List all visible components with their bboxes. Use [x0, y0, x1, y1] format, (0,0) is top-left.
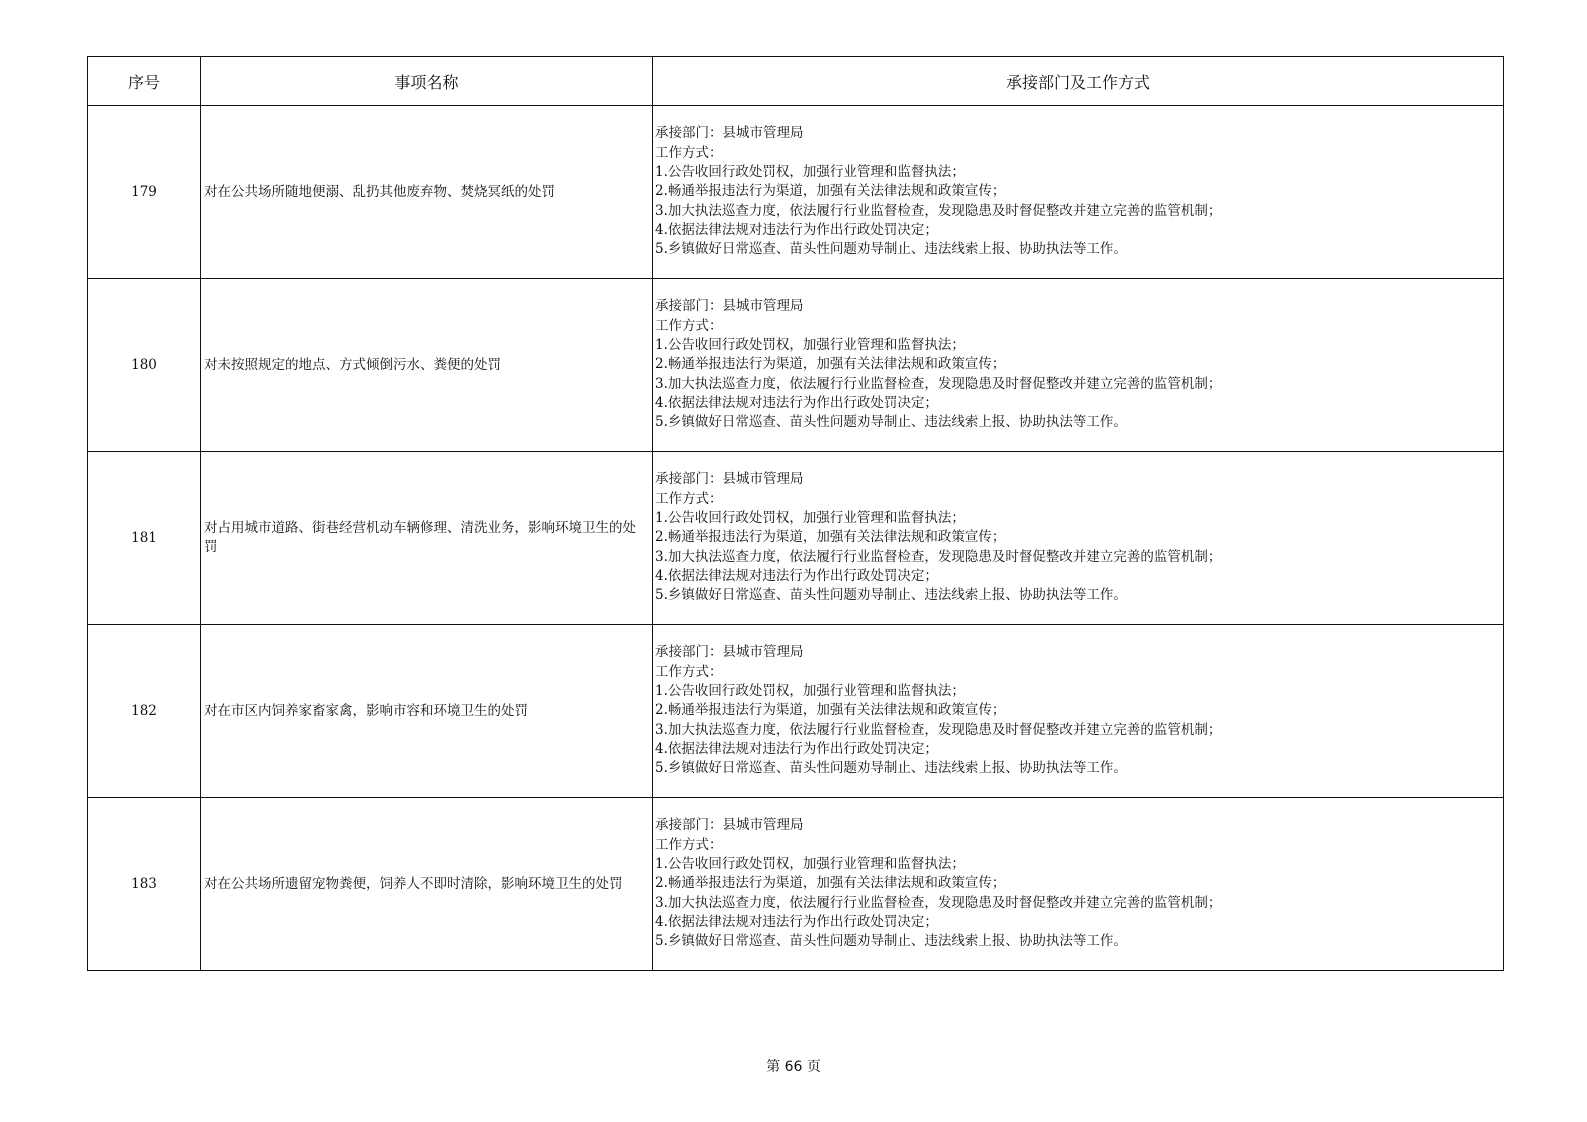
dept-line: 2.畅通举报违法行为渠道，加强有关法律法规和政策宣传；: [655, 529, 1006, 546]
dept-line: 承接部门：县城市管理局: [655, 471, 804, 488]
dept-line: 承接部门：县城市管理局: [655, 298, 804, 315]
header-name: 事项名称: [201, 57, 653, 106]
dept-line: 2.畅通举报违法行为渠道，加强有关法律法规和政策宣传；: [655, 875, 1006, 892]
dept-line: 5.乡镇做好日常巡查、苗头性问题劝导制止、违法线索上报、协助执法等工作。: [655, 587, 1127, 604]
dept-line: 3.加大执法巡查力度，依法履行行业监督检查，发现隐患及时督促整改并建立完善的监管机制；: [655, 894, 1222, 911]
row-dept: [653, 625, 1504, 798]
row-seq: 181: [88, 452, 201, 625]
dept-line: 3.加大执法巡查力度，依法履行行业监督检查，发现隐患及时督促整改并建立完善的监管机制；: [655, 202, 1222, 219]
dept-line: 4.依据法律法规对违法行为作出行政处罚决定；: [655, 913, 938, 930]
dept-line: 工作方式：: [655, 144, 723, 161]
dept-line: 5.乡镇做好日常巡查、苗头性问题劝导制止、违法线索上报、协助执法等工作。: [655, 760, 1127, 777]
row-name: 对在公共场所遗留宠物粪便，饲养人不即时清除，影响环境卫生的处罚: [201, 798, 653, 971]
dept-line: 承接部门：县城市管理局: [655, 644, 804, 661]
dept-line: 5.乡镇做好日常巡查、苗头性问题劝导制止、违法线索上报、协助执法等工作。: [655, 414, 1127, 431]
dept-line: 工作方式：: [655, 317, 723, 334]
dept-line: 4.依据法律法规对违法行为作出行政处罚决定；: [655, 221, 938, 238]
table-header-row: [88, 57, 1504, 106]
row-seq: 182: [88, 625, 201, 798]
dept-line: 3.加大执法巡查力度，依法履行行业监督检查，发现隐患及时督促整改并建立完善的监管机制；: [655, 721, 1222, 738]
row-name: 对占用城市道路、街巷经营机动车辆修理、清洗业务，影响环境卫生的处罚: [201, 452, 653, 625]
dept-line: 承接部门：县城市管理局: [655, 125, 804, 142]
document-table-container: [87, 56, 1503, 971]
table-row: [88, 452, 1504, 625]
dept-line: 3.加大执法巡查力度，依法履行行业监督检查，发现隐患及时督促整改并建立完善的监管机制；: [655, 375, 1222, 392]
dept-line: 工作方式：: [655, 663, 723, 680]
table-row: [88, 625, 1504, 798]
dept-line: 承接部门：县城市管理局: [655, 817, 804, 834]
row-seq: 179: [88, 106, 201, 279]
dept-line: 1.公告收回行政处罚权，加强行业管理和监督执法；: [655, 510, 965, 527]
row-name: 对在市区内饲养家畜家禽，影响市容和环境卫生的处罚: [201, 625, 653, 798]
table-row: [88, 279, 1504, 452]
dept-line: 3.加大执法巡查力度，依法履行行业监督检查，发现隐患及时督促整改并建立完善的监管机制；: [655, 548, 1222, 565]
dept-line: 1.公告收回行政处罚权，加强行业管理和监督执法；: [655, 337, 965, 354]
dept-line: 2.畅通举报违法行为渠道，加强有关法律法规和政策宣传；: [655, 356, 1006, 373]
dept-line: 1.公告收回行政处罚权，加强行业管理和监督执法；: [655, 683, 965, 700]
row-dept: [653, 798, 1504, 971]
dept-line: 工作方式：: [655, 490, 723, 507]
dept-line: 5.乡镇做好日常巡查、苗头性问题劝导制止、违法线索上报、协助执法等工作。: [655, 933, 1127, 950]
dept-line: 1.公告收回行政处罚权，加强行业管理和监督执法；: [655, 164, 965, 181]
dept-line: 1.公告收回行政处罚权，加强行业管理和监督执法；: [655, 856, 965, 873]
row-seq: 183: [88, 798, 201, 971]
row-name: 对未按照规定的地点、方式倾倒污水、粪便的处罚: [201, 279, 653, 452]
dept-line: 4.依据法律法规对违法行为作出行政处罚决定；: [655, 740, 938, 757]
dept-line: 工作方式：: [655, 836, 723, 853]
row-dept: [653, 279, 1504, 452]
table-row: [88, 106, 1504, 279]
row-seq: 180: [88, 279, 201, 452]
table-row: [88, 798, 1504, 971]
dept-line: 4.依据法律法规对违法行为作出行政处罚决定；: [655, 567, 938, 584]
dept-line: 5.乡镇做好日常巡查、苗头性问题劝导制止、违法线索上报、协助执法等工作。: [655, 241, 1127, 258]
header-seq: 序号: [88, 57, 201, 106]
page-number: 第 66 页: [766, 1059, 821, 1075]
matters-table: [87, 56, 1504, 971]
dept-line: 2.畅通举报违法行为渠道，加强有关法律法规和政策宣传；: [655, 183, 1006, 200]
dept-line: 2.畅通举报违法行为渠道，加强有关法律法规和政策宣传；: [655, 702, 1006, 719]
row-dept: [653, 106, 1504, 279]
dept-line: 4.依据法律法规对违法行为作出行政处罚决定；: [655, 394, 938, 411]
row-name: 对在公共场所随地便溺、乱扔其他废弃物、焚烧冥纸的处罚: [201, 106, 653, 279]
header-dept: 承接部门及工作方式: [653, 57, 1504, 106]
row-dept: [653, 452, 1504, 625]
